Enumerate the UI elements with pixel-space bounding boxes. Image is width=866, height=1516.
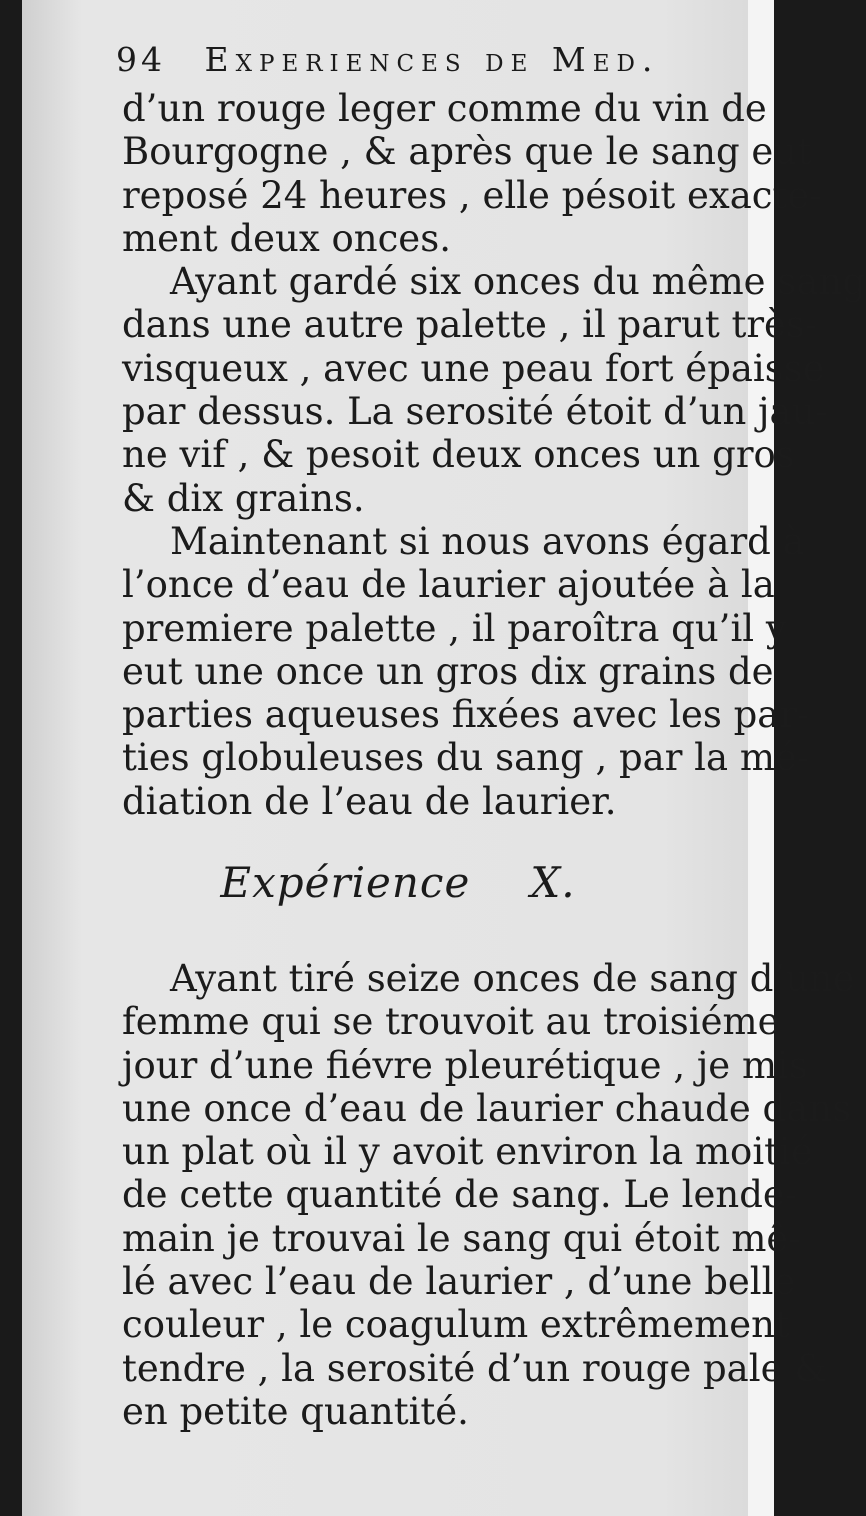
text-line: & dix grains. bbox=[122, 476, 365, 520]
text-line: jour d’une fiévre pleurétique , je mis bbox=[122, 1043, 808, 1087]
text-line: eut une once un gros dix grains de bbox=[122, 649, 774, 693]
text-line: Ayant gardé six onces du même sang bbox=[170, 260, 866, 304]
text-line: visqueux , avec une peau fort épaisse bbox=[122, 346, 825, 390]
text-line: Bourgogne , & après que le sang eut bbox=[122, 130, 812, 174]
text-line: une once d’eau de laurier chaude dans bbox=[122, 1086, 852, 1130]
text-line: diation de l’eau de laurier. bbox=[122, 779, 617, 823]
text-line: Ayant tiré seize onces de sang d’une bbox=[170, 957, 855, 1000]
text-line: ties globuleuses du sang , par la mé- bbox=[122, 736, 810, 780]
text-line: dans une autre palette , il parut très- bbox=[122, 303, 818, 347]
text-line: l’once d’eau de laurier ajoutée à la bbox=[122, 563, 775, 607]
text-line: un plat où il y avoit environ la moitié bbox=[122, 1130, 813, 1174]
text-line: parties aqueuses fixées avec les par- bbox=[122, 693, 810, 737]
text-block-after bbox=[122, 957, 855, 1433]
running-title: Experiences de Med. bbox=[204, 40, 660, 79]
text-line: femme qui se trouvoit au troisiéme bbox=[122, 1000, 780, 1044]
running-header bbox=[116, 40, 659, 79]
text-line: premiere palette , il paroîtra qu’il y bbox=[122, 606, 787, 650]
section-title: Expérience bbox=[220, 858, 471, 907]
text-line: reposé 24 heures , elle pésoit exacte- bbox=[122, 173, 822, 217]
paragraph bbox=[122, 957, 855, 1433]
text-line: couleur , le coagulum extrêmement bbox=[122, 1303, 790, 1347]
text-line: par dessus. La serosité étoit d’un jau- bbox=[122, 390, 828, 434]
text-line: de cette quantité de sang. Le lende- bbox=[122, 1173, 798, 1217]
text-line: ne vif , & pesoit deux onces un gros bbox=[122, 433, 795, 477]
paragraph bbox=[122, 87, 822, 260]
section-heading bbox=[22, 858, 774, 907]
text-line: d’un rouge leger comme du vin de bbox=[122, 87, 767, 130]
text-line: lé avec l’eau de laurier , d’une belle bbox=[122, 1260, 796, 1304]
text-line: Maintenant si nous avons égard à bbox=[170, 519, 805, 563]
text-line: tendre , la serosité d’un rouge pale & bbox=[122, 1346, 828, 1390]
section-numeral: X. bbox=[530, 858, 576, 907]
paragraph bbox=[122, 260, 866, 520]
text-line: ment deux onces. bbox=[122, 216, 451, 260]
text-line: en petite quantité. bbox=[122, 1389, 469, 1433]
page-number: 94 bbox=[116, 40, 166, 79]
paragraph bbox=[122, 519, 810, 823]
text-block-before bbox=[122, 87, 866, 823]
book-page bbox=[22, 0, 866, 1516]
text-line: main je trouvai le sang qui étoit mê- bbox=[122, 1216, 801, 1260]
